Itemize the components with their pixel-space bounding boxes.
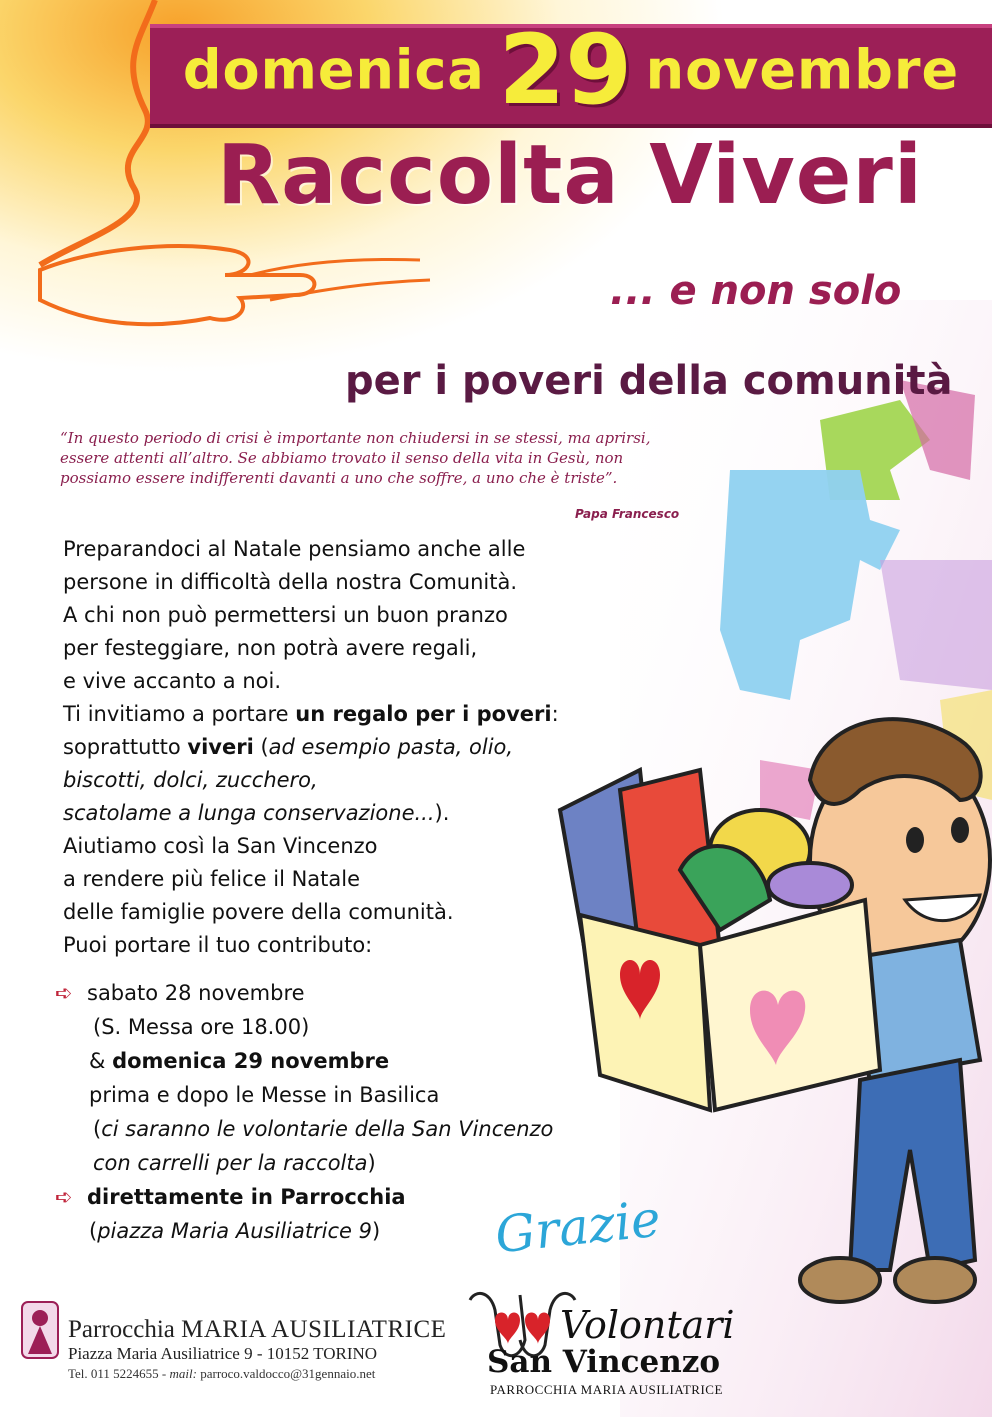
text-run: ). xyxy=(434,801,450,825)
event-date xyxy=(150,14,992,126)
phone-text: Tel. 011 5224655 - xyxy=(68,1366,170,1381)
body-line: per festeggiare, non potrà avere regali, xyxy=(63,636,478,660)
poster-tagline: per i poveri della comunità xyxy=(345,358,953,404)
arrow-icon: ➪ xyxy=(55,981,73,1005)
volunteers-word: Volontari xyxy=(560,1303,735,1347)
mail-label: mail: xyxy=(169,1366,197,1381)
thanks-signature: Grazie xyxy=(492,1189,664,1265)
body-line: e vive accanto a noi. xyxy=(63,669,281,693)
text-run: soprattutto xyxy=(63,735,188,759)
pope-quote xyxy=(60,428,760,488)
poster-subtitle: ... e non solo xyxy=(610,268,902,314)
text-run-italic: piazza Maria Ausiliatrice 9 xyxy=(97,1219,373,1243)
text-run-italic: ad esempio pasta, olio, xyxy=(268,735,514,759)
bullet-line xyxy=(55,1180,553,1214)
text-run-italic: biscotti, dolci, zucchero, xyxy=(63,768,318,792)
bullet-line xyxy=(55,1214,553,1248)
day-word: domenica xyxy=(182,38,485,102)
volunteers-name: San Vincenzo xyxy=(487,1344,721,1380)
parish-address: Piazza Maria Ausiliatrice 9 - 10152 TORINO xyxy=(68,1344,378,1363)
text-run: ( xyxy=(93,1117,102,1141)
body-line: persone in difficoltà della nostra Comunità. xyxy=(63,570,518,594)
text-run: Ti invitiamo a portare xyxy=(63,702,296,726)
text-run: sabato 28 novembre xyxy=(87,981,305,1005)
bullet-line xyxy=(55,1044,553,1078)
text-run-italic: scatolame a lunga conservazione... xyxy=(63,801,435,825)
collection-times xyxy=(55,976,553,1248)
body-line xyxy=(63,698,663,731)
parish-contact xyxy=(68,1366,375,1382)
body-line xyxy=(63,731,663,764)
poster-title: Raccolta Viveri xyxy=(217,128,923,223)
text-run-italic: ci saranno le volontarie della San Vincenzo xyxy=(101,1117,554,1141)
quote-author: Papa Francesco xyxy=(575,507,680,521)
text-run: ) xyxy=(367,1151,376,1175)
bullet-line: prima e dopo le Messe in Basilica xyxy=(89,1083,440,1107)
text-run-bold: domenica 29 novembre xyxy=(112,1049,390,1073)
body-line xyxy=(63,797,663,830)
parish-name xyxy=(68,1316,446,1344)
text-run: ) xyxy=(372,1219,381,1243)
body-text xyxy=(63,533,663,962)
bullet-line xyxy=(55,1112,553,1146)
text-run: : xyxy=(551,702,559,726)
volunteers-parish: PARROCCHIA MARIA AUSILIATRICE xyxy=(490,1382,723,1397)
day-number: 29 xyxy=(498,14,633,126)
text-run: ( xyxy=(89,1219,98,1243)
bullet-line xyxy=(55,976,553,1010)
month-word: novembre xyxy=(645,38,960,102)
body-line xyxy=(63,764,663,797)
text-run-bold: un regalo per i poveri xyxy=(295,702,552,726)
body-line: A chi non può permettersi un buon pranzo xyxy=(63,603,508,627)
bullet-line: (S. Messa ore 18.00) xyxy=(93,1015,310,1039)
bullet-line xyxy=(55,1146,553,1180)
body-line: Preparandoci al Natale pensiamo anche alle xyxy=(63,537,526,561)
quote-line: essere attenti all’altro. Se abbiamo trovato il senso della vita in Gesù, non xyxy=(60,449,624,467)
text-run-bold: direttamente in Parrocchia xyxy=(87,1185,406,1209)
text-run: & xyxy=(89,1049,113,1073)
text-run-bold: viveri xyxy=(187,735,254,759)
text-run: ( xyxy=(253,735,269,759)
text-run-italic: con carrelli per la raccolta xyxy=(93,1151,368,1175)
body-line: Puoi portare il tuo contributo: xyxy=(63,933,373,957)
text-run: Parrocchia xyxy=(68,1316,182,1343)
body-line: delle famiglie povere della comunità. xyxy=(63,900,454,924)
quote-line: possiamo essere indifferenti davanti a uno che soffre, a uno che è triste”. xyxy=(60,469,618,487)
text-run: MARIA AUSILIATRICE xyxy=(181,1316,447,1343)
parish-emblem xyxy=(22,1302,58,1358)
quote-line: “In questo periodo di crisi è importante non chiudersi in se stessi, ma aprirsi, xyxy=(60,429,651,447)
arrow-icon: ➪ xyxy=(55,1185,73,1209)
body-line: Aiutiamo così la San Vincenzo xyxy=(63,834,378,858)
email-link[interactable]: parroco.valdocco@31gennaio.net xyxy=(196,1366,376,1381)
body-line: a rendere più felice il Natale xyxy=(63,867,361,891)
